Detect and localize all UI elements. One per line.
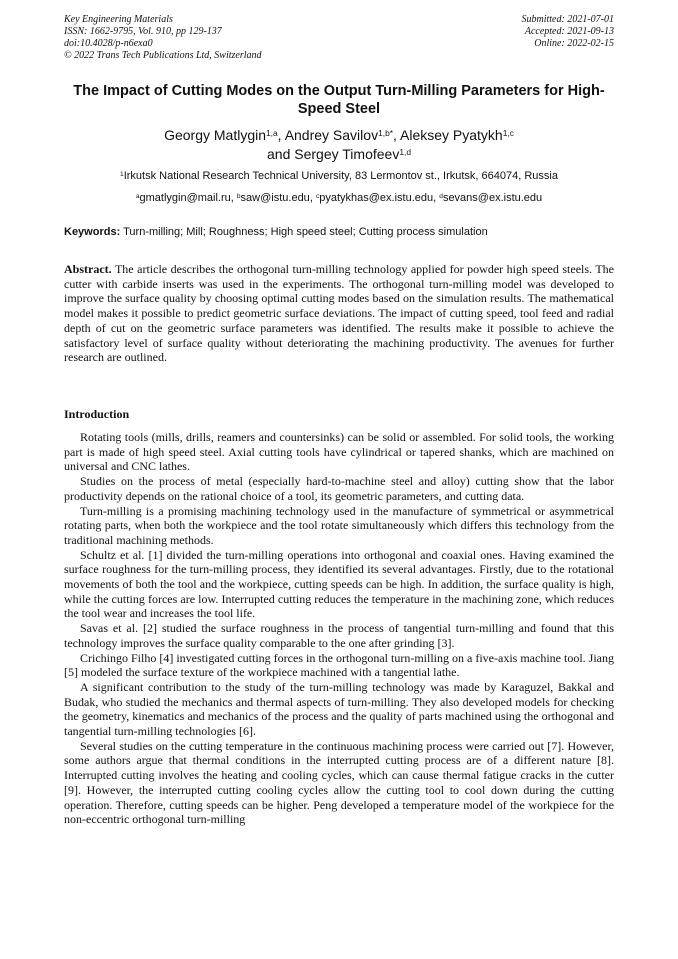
abstract-label: Abstract. [64,262,112,276]
keywords-text: Turn-milling; Mill; Roughness; High speed steel; Cutting process simulation [123,226,488,238]
body-paragraph: A significant contribution to the study of the turn-milling technology was made by Karaguzel, Bakkal and Budak, who studied the mechanics and thermal aspects of turn-milling. They also developed models for checking the geometry, kinematics and mechanics of the process and the quality of parts machined using the orthogonal and tangential turn-milling technologies [6]. [64,679,614,739]
email-mark: c [315,193,320,201]
abstract-text: The article describes the orthogonal turn-milling technology applied for powder high speed steels. The cutter with carbide inserts was used in the experiments. The orthogonal turn-milling model was developed to improve the surface quality by choosing optimal cutting modes based on the simulation results. The mathematical model makes it possible to predict geometric surface deviations. The impact of cutting speed, tool feed and radial depth of cut on the geometric surface parameters was identified. The results make it possible to achieve the satisfactory level of surface quality without deteriorating the machining productivity. The avenues for further research are outlined. [64,262,614,365]
body-paragraph: Studies on the process of metal (especially hard-to-machine steel and alloy) cutting show that the labor productivity depends on the rational choice of a tool, its geometric parameters, and cutting data. [64,474,614,503]
author-separator: and [267,146,295,162]
body-paragraph: Rotating tools (mills, drills, reamers and countersinks) can be solid or assembled. For solid tools, the working part is made of high speed steel. Axial cutting tools have cylindrical or tapered shanks, which are machined on universal and CNC lathes. [64,430,614,474]
email-link[interactable]: pyatykhas@ex.istu.edu [319,192,434,204]
author-name: Sergey Timofeev [294,146,400,162]
abstract [64,262,614,365]
author-name: Aleksey Pyatykh [400,127,503,143]
affiliation-text: Irkutsk National Research Technical University, 83 Lermontov st., Irkutsk, 664074, Russia [123,170,558,182]
body-paragraph: Crichingo Filho [4] investigated cutting forces in the orthogonal turn-milling on a five-axis machine tool. Jiang [5] modeled the surface texture of the workpiece machined with a tangential lathe. [64,650,614,680]
journal-header [64,14,262,62]
body-paragraph: Turn-milling is a promising machining technology used in the manufacture of symmetrical or asymmetrical rotating parts, when both the workpiece and the tool rotate simultaneously which differs this technology from the traditional machining methods. [64,503,614,547]
keywords [64,225,614,239]
email-mark: b [236,193,241,201]
journal-issn: ISSN: 1662-9795, Vol. 910, pp 129-137 [64,26,222,37]
body-paragraph: Schultz et al. [1] divided the turn-milling operations into orthogonal and coaxial ones. Having examined the surface roughness for the turn-milling process, they identified its several advantages. Firstly, due to the rotational movements of both the tool and the workpiece, cutting speeds can be high. In addition, the surface quality is high, while the cutting forces are low. Interrupted cutting reduces the temperature in the machining zone, which reduces the tool wear and increases the tool life. [64,547,614,621]
author-list [64,126,614,164]
date-accepted: Accepted: 2021-09-13 [524,26,614,37]
journal-doi: doi:10.4028/p-n6exa0 [64,38,153,49]
affiliation-mark: 1 [120,171,124,179]
email-mark: a [135,193,140,201]
affiliation [64,169,614,183]
journal-name: Key Engineering Materials [64,14,173,25]
introduction-body [64,430,614,827]
email-link[interactable]: saw@istu.edu [240,192,310,204]
date-submitted: Submitted: 2021-07-01 [521,14,614,25]
paper-title: The Impact of Cutting Modes on the Output Turn-Milling Parameters for High-Speed Steel [73,83,605,117]
author-name: Georgy Matlygin [164,127,267,143]
email-list: $^a$gmatlygin@mail.ru, $^b$saw@istu.edu, $^c$pyatykhas@ex.istu.edu, $^d$sevans@ex.istu.edu [135,192,543,204]
author-affiliation-mark: 1,a [266,128,278,139]
body-paragraph: Savas et al. [2] studied the surface roughness in the process of tangential turn-milling and found that this technology improves the surface quality comparable to the one after grinding [3]. [64,621,614,650]
email-link[interactable]: sevans@ex.istu.edu [442,192,543,204]
date-online: Online: 2022-02-15 [534,38,614,49]
author-affiliation-mark: 1,d [399,147,411,158]
author-affiliation-mark: 1,b* [378,128,393,139]
dates-header [522,14,615,50]
author-separator: , [277,127,285,143]
section-heading-introduction: Introduction [64,407,130,421]
email-link[interactable]: gmatlygin@mail.ru [139,192,231,204]
keywords-label: Keywords: [64,226,121,238]
author-separator: , [392,127,400,143]
body-paragraph: Several studies on the cutting temperature in the continuous machining process were carried out [7]. However, some authors argue that thermal conditions in the interrupted cutting process are of a different nature [8]. Interrupted cutting involves the heating and cooling cycles, which can cause thermal fatigue cracks in the cutter [9]. However, the interrupted cutting cooling cycles allow the cutting tool to cool down during the cutting operation. Therefore, cutting speeds can be higher. Peng developed a temperature model of the workpiece for the non-eccentric orthogonal turn-milling [64,738,614,827]
journal-copyright: © 2022 Trans Tech Publications Ltd, Switzerland [64,50,262,61]
email-mark: d [439,193,443,201]
author-affiliation-mark: 1,c [502,128,514,139]
author-name: Andrey Savilov [284,127,379,143]
